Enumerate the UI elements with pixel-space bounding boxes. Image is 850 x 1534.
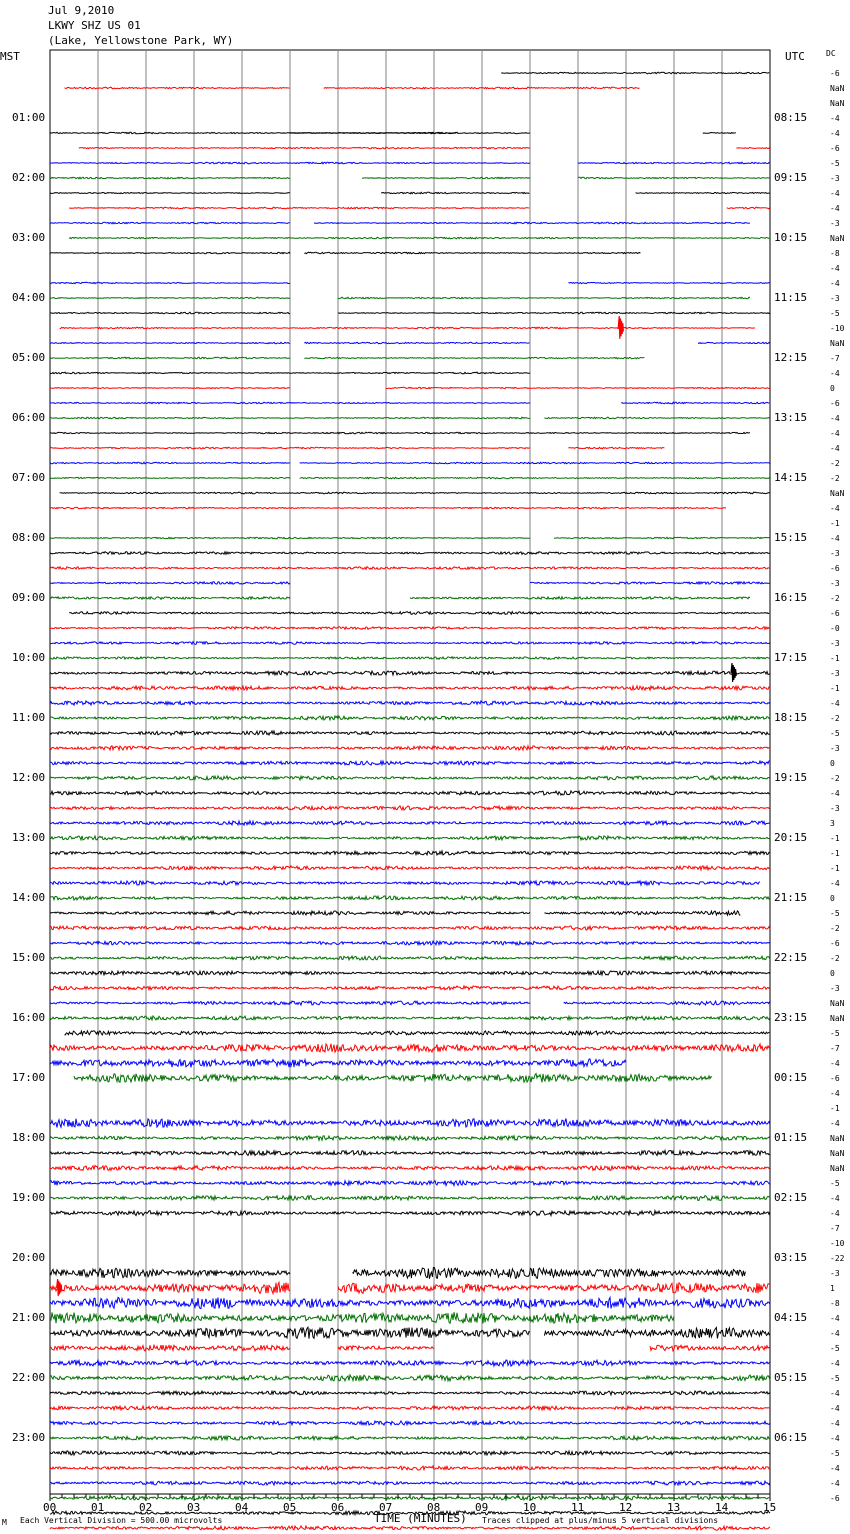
dc-offset-value: -4	[830, 1119, 840, 1128]
trace-segment	[50, 851, 770, 855]
trace-segment	[50, 1451, 770, 1455]
trace-segment	[568, 282, 769, 283]
x-tick-label: 10	[523, 1501, 537, 1514]
dc-offset-value: NaN	[830, 339, 845, 348]
trace-segment	[650, 1345, 770, 1351]
trace-segment	[50, 462, 290, 464]
dc-offset-value: -10	[830, 324, 845, 333]
dc-offset-value: -5	[830, 1029, 840, 1038]
dc-offset-value: -1	[830, 519, 840, 528]
trace-segment	[736, 148, 769, 149]
dc-offset-value: -2	[830, 714, 840, 723]
trace-segment	[50, 1016, 770, 1020]
dc-offset-value: -4	[830, 789, 840, 798]
trace-segment	[74, 1074, 712, 1083]
trace-segment	[50, 761, 770, 765]
trace-segment	[50, 671, 770, 675]
dc-offset-value: -4	[830, 1059, 840, 1068]
trace-segment	[60, 492, 770, 494]
dc-offset-value: -6	[830, 1074, 840, 1083]
dc-offset-value: -3	[830, 984, 840, 993]
trace-segment	[50, 582, 290, 584]
x-tick-label: 14	[715, 1501, 729, 1514]
left-hour-label: 01:00	[12, 111, 46, 124]
trace-segment	[50, 1181, 770, 1186]
trace-segment	[304, 252, 640, 254]
dc-offset-value: -5	[830, 159, 840, 168]
trace-segment	[50, 1360, 770, 1366]
trace-segment	[50, 387, 290, 388]
trace-segment	[50, 896, 770, 900]
dc-offset-value: 3	[830, 819, 835, 828]
trace-segment	[544, 911, 740, 915]
dc-offset-value: -3	[830, 639, 840, 648]
trace-segment	[50, 597, 290, 600]
dc-offset-value: -3	[830, 174, 840, 183]
dc-offset-value: -4	[830, 1359, 840, 1368]
right-hour-label: 19:15	[774, 771, 808, 784]
dc-offset-value: -4	[830, 129, 840, 138]
trace-segment	[381, 192, 529, 194]
dc-offset-value: -1	[830, 834, 840, 843]
trace-segment	[338, 297, 750, 299]
left-hour-label: 02:00	[12, 171, 46, 184]
x-tick-label: 00	[43, 1501, 57, 1514]
trace-segment	[698, 342, 770, 343]
trace-segment	[50, 956, 770, 960]
dc-offset-value: -4	[830, 534, 840, 543]
trace-segment	[50, 552, 770, 555]
x-tick-label: 06	[331, 1501, 345, 1514]
dc-offset-value: -5	[830, 1344, 840, 1353]
dc-offset-value: -4	[830, 1089, 840, 1098]
dc-offset-value: -1	[830, 684, 840, 693]
left-hour-label: 14:00	[12, 891, 46, 904]
trace-segment	[50, 657, 770, 660]
dc-offset-value: -7	[830, 1044, 840, 1053]
dc-offset-value: -4	[830, 879, 840, 888]
dc-offset-value: -7	[830, 1224, 840, 1233]
station-location: (Lake, Yellowstone Park, WY)	[48, 34, 234, 47]
trace-segment	[50, 357, 290, 359]
trace-segment	[50, 881, 760, 885]
left-hour-label: 11:00	[12, 711, 46, 724]
right-hour-label: 04:15	[774, 1311, 808, 1324]
dc-offset-value: -4	[830, 264, 840, 273]
trace-segment	[50, 627, 770, 630]
trace-segment	[501, 72, 769, 74]
left-hour-label: 06:00	[12, 411, 46, 424]
trace-segment	[50, 806, 770, 810]
dc-offset-value: -6	[830, 399, 840, 408]
trace-segment	[50, 986, 770, 990]
x-tick-label: 07	[379, 1501, 393, 1514]
clip-note: Traces clipped at plus/minus 5 vertical divisions	[482, 1516, 719, 1525]
trace-segment	[50, 1297, 770, 1308]
trace-segment	[50, 866, 770, 870]
trace-segment	[50, 941, 770, 945]
dc-offset-value: -1	[830, 1104, 840, 1113]
left-timezone-label: MST	[0, 50, 20, 63]
dc-column-label: DC	[826, 49, 836, 58]
trace-segment	[50, 1151, 770, 1156]
dc-offset-value: NaN	[830, 1134, 845, 1143]
dc-offset-value: -8	[830, 249, 840, 258]
trace-segment	[304, 357, 644, 358]
dc-offset-value: -3	[830, 294, 840, 303]
dc-offset-value: -0	[830, 624, 840, 633]
x-tick-label: 08	[427, 1501, 441, 1514]
trace-segment	[727, 207, 770, 209]
left-hour-label: 13:00	[12, 831, 46, 844]
dc-offset-value: -4	[830, 504, 840, 513]
dc-offset-value: -4	[830, 414, 840, 423]
dc-offset-value: 1	[830, 1284, 835, 1293]
trace-segment	[69, 612, 769, 615]
dc-offset-value: -3	[830, 744, 840, 753]
dc-offset-value: -6	[830, 69, 840, 78]
dc-offset-value: -6	[830, 609, 840, 618]
dc-offset-value: 0	[830, 894, 835, 903]
right-hour-label: 00:15	[774, 1071, 808, 1084]
trace-segment	[352, 1268, 745, 1279]
left-hour-label: 03:00	[12, 231, 46, 244]
dc-offset-value: -2	[830, 774, 840, 783]
trace-segment	[50, 252, 290, 254]
dc-offset-value: -5	[830, 1179, 840, 1188]
left-hour-label: 19:00	[12, 1191, 46, 1204]
trace-segment	[314, 222, 750, 224]
trace-segment	[50, 1136, 770, 1141]
dc-offset-value: -4	[830, 1419, 840, 1428]
dc-offset-value: NaN	[830, 1164, 845, 1173]
dc-offset-value: -5	[830, 309, 840, 318]
dc-offset-value: -4	[830, 114, 840, 123]
trace-segment	[50, 177, 290, 179]
x-tick-label: 02	[139, 1501, 153, 1514]
right-hour-label: 18:15	[774, 711, 808, 724]
dc-offset-value: -4	[830, 1464, 840, 1473]
trace-segment	[636, 192, 770, 193]
trace-segment	[50, 1466, 770, 1470]
trace-segment	[50, 342, 290, 344]
dc-offset-value: -4	[830, 1209, 840, 1218]
right-hour-label: 13:15	[774, 411, 808, 424]
trace-segment	[50, 1283, 290, 1294]
dc-offset-value: -2	[830, 474, 840, 483]
dc-offset-value: -6	[830, 564, 840, 573]
right-hour-label: 22:15	[774, 951, 808, 964]
trace-segment	[79, 148, 290, 149]
left-hour-label: 07:00	[12, 471, 46, 484]
dc-offset-value: -6	[830, 939, 840, 948]
dc-offset-value: NaN	[830, 1149, 845, 1158]
trace-segment	[362, 177, 530, 178]
left-hour-label: 16:00	[12, 1011, 46, 1024]
trace-segment	[50, 1421, 770, 1425]
dc-offset-value: -22	[830, 1254, 845, 1263]
trace-segment	[50, 477, 290, 478]
dc-offset-value: -3	[830, 1269, 840, 1278]
right-hour-label: 03:15	[774, 1251, 808, 1264]
x-tick-label: 01	[91, 1501, 105, 1514]
right-hour-label: 17:15	[774, 651, 808, 664]
right-hour-label: 10:15	[774, 231, 808, 244]
trace-segment	[564, 1001, 770, 1005]
trace-segment	[50, 1119, 770, 1128]
dc-offset-value: -4	[830, 699, 840, 708]
dc-offset-value: -4	[830, 1194, 840, 1203]
dc-offset-value: -6	[830, 1494, 840, 1503]
dc-offset-value: NaN	[830, 489, 845, 498]
trace-segment	[568, 447, 664, 449]
trace-segment	[621, 402, 769, 404]
dc-offset-value: -5	[830, 1449, 840, 1458]
dc-offset-value: 0	[830, 384, 835, 393]
trace-segment	[50, 432, 750, 434]
trace-segment	[50, 1211, 770, 1216]
left-hour-label: 22:00	[12, 1371, 46, 1384]
left-hour-label: 23:00	[12, 1431, 46, 1444]
trace-segment	[50, 1481, 770, 1485]
trace-segment	[50, 821, 770, 825]
dc-offset-value: -10	[830, 1239, 845, 1248]
dc-offset-value: -2	[830, 459, 840, 468]
trace-segment	[50, 1166, 770, 1171]
trace-segment	[50, 1312, 674, 1323]
trace-segment	[50, 192, 290, 193]
plot-frame	[50, 50, 770, 1494]
dc-offset-value: NaN	[830, 84, 845, 93]
dc-offset-value: -8	[830, 1299, 840, 1308]
dc-offset-value: -3	[830, 219, 840, 228]
right-hour-label: 16:15	[774, 591, 808, 604]
dc-offset-value: -4	[830, 279, 840, 288]
trace-segment	[50, 642, 770, 645]
trace-segment	[50, 567, 770, 570]
dc-offset-value: 0	[830, 969, 835, 978]
dc-offset-value: NaN	[830, 234, 845, 243]
dc-offset-value: -6	[830, 144, 840, 153]
trace-segment	[338, 312, 770, 314]
right-hour-label: 20:15	[774, 831, 808, 844]
left-hour-label: 09:00	[12, 591, 46, 604]
trace-segment	[50, 746, 770, 750]
dc-offset-value: -3	[830, 804, 840, 813]
trace-segment	[50, 791, 770, 795]
left-hour-label: 12:00	[12, 771, 46, 784]
trace-segment	[69, 237, 769, 239]
left-hour-label: 21:00	[12, 1311, 46, 1324]
dc-offset-value: -1	[830, 864, 840, 873]
x-tick-label: 03	[187, 1501, 201, 1514]
trace-segment	[50, 1436, 770, 1440]
trace-segment	[50, 1391, 770, 1395]
trace-segment	[50, 971, 770, 975]
trace-segment	[50, 1526, 770, 1530]
dc-offset-value: -5	[830, 729, 840, 738]
station-code: LKWY SHZ US 01	[48, 19, 141, 32]
x-tick-label: 12	[619, 1501, 633, 1514]
x-tick-label: 15	[763, 1501, 777, 1514]
x-tick-label: 04	[235, 1501, 249, 1514]
trace-segment	[290, 327, 755, 329]
trace-segment	[50, 297, 290, 298]
trace-segment	[300, 477, 770, 479]
trace-segment	[64, 1031, 769, 1035]
dc-offset-value: -3	[830, 549, 840, 558]
trace-segment	[50, 686, 770, 690]
right-hour-label: 01:15	[774, 1131, 808, 1144]
trace-segment	[50, 716, 770, 720]
dc-offset-value: -4	[830, 204, 840, 213]
right-hour-label: 21:15	[774, 891, 808, 904]
dc-offset-value: -2	[830, 594, 840, 603]
dc-offset-value: -4	[830, 1314, 840, 1323]
left-hour-label: 10:00	[12, 651, 46, 664]
dc-offset-value: -7	[830, 354, 840, 363]
record-date: Jul 9,2010	[48, 4, 115, 17]
left-hour-label: 05:00	[12, 351, 46, 364]
scale-note: Each Vertical Division = 500.00 microvolts	[20, 1516, 223, 1525]
trace-segment	[50, 1196, 770, 1201]
event-spike	[618, 316, 623, 339]
trace-segment	[50, 222, 290, 224]
dc-offset-value: -4	[830, 1404, 840, 1413]
trace-segment	[530, 582, 770, 584]
trace-segment	[703, 133, 736, 134]
dc-offset-value: NaN	[830, 999, 845, 1008]
dc-offset-value: -4	[830, 444, 840, 453]
trace-segment	[50, 282, 290, 284]
footer-mark: M	[2, 1518, 7, 1527]
right-hour-label: 06:15	[774, 1431, 808, 1444]
dc-offset-value: -4	[830, 1389, 840, 1398]
x-tick-label: 05	[283, 1501, 297, 1514]
left-hour-label: 04:00	[12, 291, 46, 304]
right-timezone-label: UTC	[785, 50, 805, 63]
trace-segment	[50, 1345, 290, 1351]
x-tick-label: 13	[667, 1501, 681, 1514]
trace-segment	[50, 1044, 770, 1052]
left-hour-label: 18:00	[12, 1131, 46, 1144]
trace-segment	[50, 1375, 770, 1381]
trace-segment	[50, 312, 290, 314]
dc-offset-value: -4	[830, 1434, 840, 1443]
dc-offset-value: -2	[830, 924, 840, 933]
right-hour-label: 09:15	[774, 171, 808, 184]
event-spike	[731, 663, 736, 682]
trace-segment	[50, 701, 770, 705]
right-hour-label: 08:15	[774, 111, 808, 124]
dc-offset-value: -4	[830, 429, 840, 438]
right-hour-label: 12:15	[774, 351, 808, 364]
right-hour-label: 14:15	[774, 471, 808, 484]
dc-offset-value: -4	[830, 189, 840, 198]
dc-offset-value: -2	[830, 954, 840, 963]
right-hour-label: 15:15	[774, 531, 808, 544]
dc-offset-value: 0	[830, 759, 835, 768]
dc-offset-value: -4	[830, 1479, 840, 1488]
right-hour-label: 02:15	[774, 1191, 808, 1204]
trace-segment	[69, 207, 529, 209]
dc-offset-value: NaN	[830, 99, 845, 108]
dc-offset-value: -5	[830, 1374, 840, 1383]
trace-segment	[50, 836, 770, 840]
dc-offset-value: NaN	[830, 1014, 845, 1023]
trace-segment	[338, 1283, 770, 1294]
event-spike	[57, 1279, 62, 1296]
trace-segment	[50, 1406, 770, 1410]
right-hour-label: 23:15	[774, 1011, 808, 1024]
x-tick-label: 09	[475, 1501, 489, 1514]
left-hour-label: 08:00	[12, 531, 46, 544]
dc-offset-value: -3	[830, 669, 840, 678]
right-hour-label: 05:15	[774, 1371, 808, 1384]
dc-offset-value: -5	[830, 909, 840, 918]
trace-segment	[410, 597, 750, 600]
trace-segment	[50, 926, 770, 930]
left-hour-label: 15:00	[12, 951, 46, 964]
x-axis-title: TIME (MINUTES)	[374, 1512, 467, 1525]
trace-segment	[50, 507, 726, 509]
trace-segment	[554, 537, 770, 538]
left-hour-label: 20:00	[12, 1251, 46, 1264]
dc-offset-value: -1	[830, 849, 840, 858]
x-tick-label: 11	[571, 1501, 585, 1514]
trace-segment	[50, 1268, 290, 1278]
trace-segment	[60, 327, 290, 328]
dc-offset-value: -1	[830, 654, 840, 663]
dc-offset-value: -4	[830, 369, 840, 378]
trace-segment	[50, 776, 770, 780]
trace-segment	[300, 462, 770, 464]
dc-offset-value: -3	[830, 579, 840, 588]
left-hour-label: 17:00	[12, 1071, 46, 1084]
trace-segment	[50, 731, 770, 735]
right-hour-label: 11:15	[774, 291, 808, 304]
trace-segment	[290, 147, 530, 149]
dc-offset-value: -4	[830, 1329, 840, 1338]
